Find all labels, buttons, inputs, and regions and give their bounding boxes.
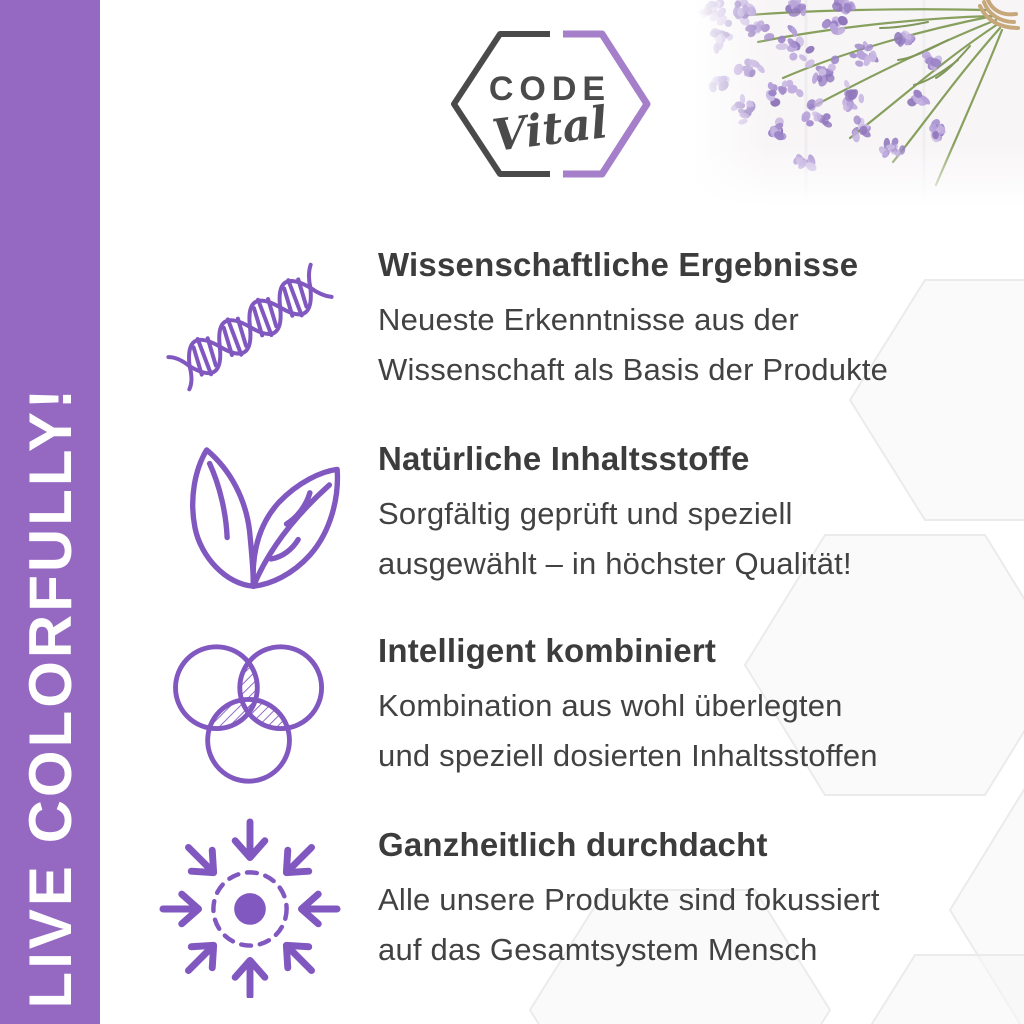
leaves-icon (158, 436, 343, 606)
feature-title: Natürliche Inhaltsstoffe (378, 440, 750, 477)
feature-text (378, 624, 988, 781)
venn-circles-icon (158, 631, 343, 796)
brand-logo (450, 30, 650, 188)
feature-text (378, 238, 988, 395)
feature-text (378, 432, 988, 589)
logo-wordmark-code: CODE (488, 70, 612, 108)
feature-icon-box (150, 818, 350, 996)
feature-line: Neueste Erkenntnisse aus der (378, 302, 799, 337)
feature-row-science (150, 238, 988, 416)
side-banner (0, 0, 100, 1024)
feature-line: Kombination aus wohl überlegten (378, 688, 843, 723)
feature-row-holistic (150, 818, 988, 996)
feature-title: Intelligent kombiniert (378, 632, 717, 669)
feature-row-combined (150, 624, 988, 802)
feature-line: auf das Gesamtsystem Mensch (378, 932, 818, 967)
feature-line: und speziell dosierten Inhaltsstoffen (378, 738, 878, 773)
feature-title: Wissenschaftliche Ergebnisse (378, 246, 859, 283)
feature-line: Sorgfältig geprüft und speziell (378, 496, 793, 531)
feature-title: Ganzheitlich durchdacht (378, 826, 768, 863)
feature-icon-box (150, 238, 350, 416)
feature-icon-box (150, 624, 350, 802)
lavender-bouquet-photo (688, 0, 1024, 212)
logo-wordmark-vital: Vital (489, 97, 611, 162)
converging-arrows-icon (156, 816, 344, 998)
feature-line: Alle unsere Produkte sind fokussiert (378, 882, 880, 917)
feature-line: Wissenschaft als Basis der Produkte (378, 352, 889, 387)
feature-text (378, 818, 988, 975)
feature-row-natural (150, 432, 988, 610)
feature-line: ausgewählt – in höchster Qualität! (378, 546, 852, 581)
banner-text: LIVE COLORFULLY! (16, 385, 84, 1008)
photo-fade-overlay (688, 0, 1024, 212)
dna-icon (150, 239, 350, 415)
feature-icon-box (150, 432, 350, 610)
